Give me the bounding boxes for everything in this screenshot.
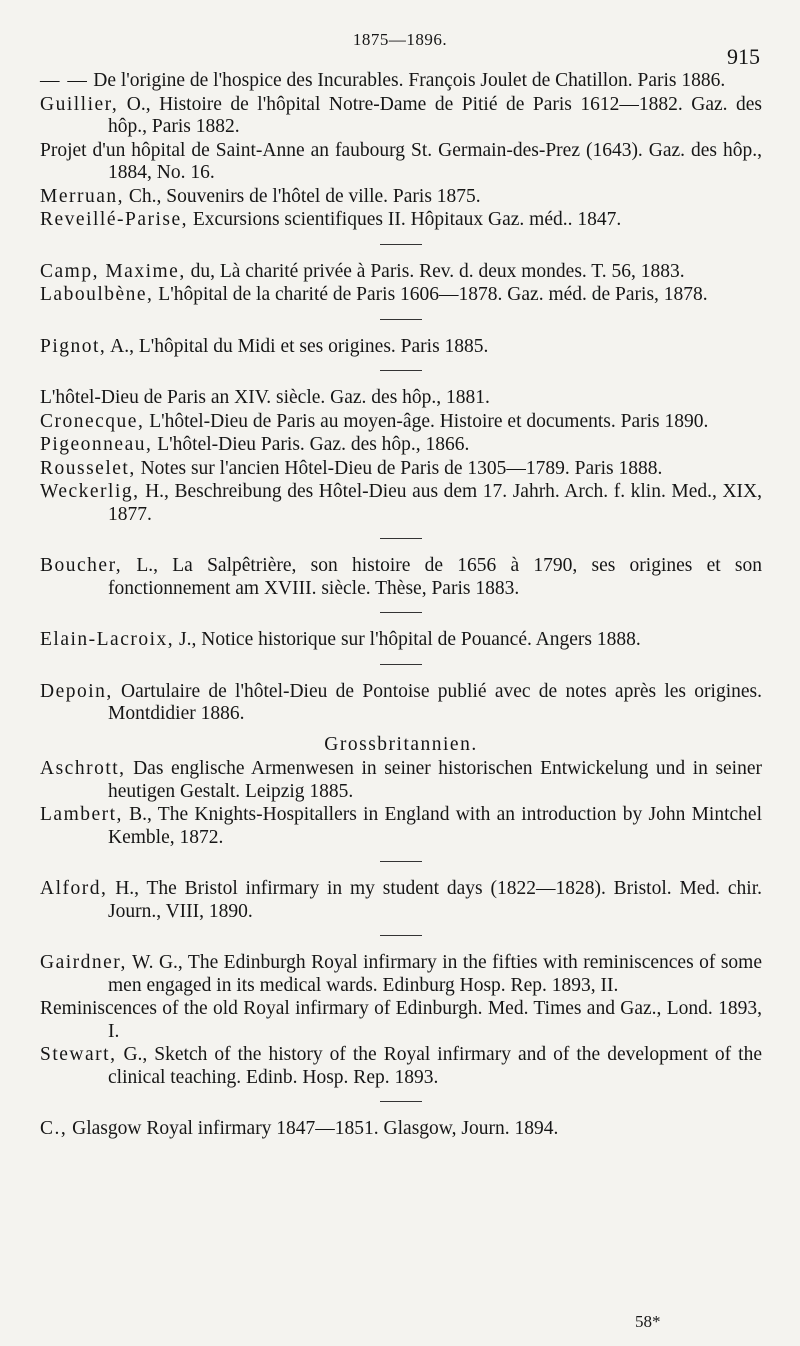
entry-author: Merruan, [40, 185, 125, 207]
bibliography-entry [40, 998, 762, 1043]
bibliography-entry [40, 284, 762, 307]
entry-text: Ch., Souvenirs de l'hôtel de ville. Paris 1875. [124, 185, 481, 207]
entry-author: Cronecque, [40, 410, 145, 432]
bibliography-entry [40, 261, 762, 284]
entry-author: Depoin, [40, 680, 113, 702]
entry-text: Das englische Armenwesen in seiner historischen Entwickelung und in seiner heutigen Gestalt. Leipzig 1885. [108, 758, 762, 802]
entry-author: Gairdner, [40, 952, 127, 973]
entry-text: O., Histoire de l'hôpital Notre-Dame de Pitié de Paris 1612—1882. Gaz. des hôp., Paris 1882. [108, 93, 762, 137]
running-title: 1875—1896. [352, 30, 448, 49]
entry-author: Pignot, [40, 335, 107, 357]
bibliography-entry [40, 94, 762, 139]
entry-text: Projet d'un hôpital de Saint-Anne an faubourg St. Germain-des-Prez (1643). Gaz. des hôp., 1884, No. 16. [40, 139, 762, 183]
entry-text: W. G., The Edinburgh Royal infirmary in the fifties with reminiscences of some men engaged in its medical wards. Edinburg Hosp. Rep. 1893, II. [108, 952, 762, 996]
bibliography-entry [40, 186, 762, 209]
entry-author: Elain-Lacroix, [40, 629, 175, 650]
page-number: 915 [727, 44, 760, 69]
entry-author: Rousselet, [40, 457, 136, 479]
bibliography-entry [40, 411, 762, 434]
entry-author: Alford, [40, 878, 108, 899]
entry-text: A., L'hôpital du Midi et ses origines. Paris 1885. [106, 335, 489, 357]
entry-text: Notes sur l'ancien Hôtel-Dieu de Paris de 1305—1789. Paris 1888. [135, 457, 663, 479]
bibliography-entry [40, 481, 762, 526]
bibliography-entry [40, 878, 762, 923]
group-separator [380, 244, 422, 245]
bibliography-entry [40, 681, 762, 726]
entry-author: Weckerlig, [40, 481, 140, 502]
entry-text: L., La Salpêtrière, son histoire de 1656 à 1790, ses origines et son fonctionnement am XVIII. siècle. Thèse, Paris 1883. [108, 555, 762, 599]
group-separator [380, 861, 422, 862]
entry-text: H., Beschreibung des Hôtel-Dieu aus dem 17. Jahrh. Arch. f. klin. Med., XIX, 1877. [108, 481, 762, 525]
entry-author: Pigeonneau, [40, 434, 153, 455]
bibliography-entry [40, 70, 762, 93]
group-separator [380, 370, 422, 371]
entry-text: L'hôtel-Dieu Paris. Gaz. des hôp., 1866. [152, 434, 470, 455]
entry-text: L'hôpital de la charité de Paris 1606—1878. Gaz. méd. de Paris, 1878. [153, 284, 708, 305]
bibliography-entry [40, 140, 762, 185]
bibliography-entry [40, 1044, 762, 1089]
entry-text: Glasgow Royal infirmary 1847—1851. Glasgow, Journ. 1894. [67, 1118, 559, 1139]
bibliography-entry [40, 387, 762, 410]
entry-text: Excursions scientifiques II. Hôpitaux Gaz. méd.. 1847. [188, 209, 622, 230]
entry-text: L'hôtel-Dieu de Paris an XIV. siècle. Gaz. des hôp., 1881. [40, 387, 490, 408]
entry-text: G., Sketch of the history of the Royal infirmary and of the development of the clinical teaching. Edinb. Hosp. Rep. 1893. [108, 1044, 762, 1088]
bibliography-entry [40, 952, 762, 997]
group-separator [380, 664, 422, 665]
entry-text: B., The Knights-Hospitallers in England with an introduction by John Mintchel Kemble, 1872. [108, 804, 762, 848]
entry-author: Lambert, [40, 804, 123, 825]
bibliography-entry [40, 1118, 762, 1141]
entry-text: Reminiscences of the old Royal infirmary of Edinburgh. Med. Times and Gaz., Lond. 1893, I. [40, 998, 762, 1042]
group-separator [380, 319, 422, 320]
bibliography-entry [40, 336, 762, 359]
entry-author: Aschrott, [40, 758, 126, 779]
group-separator [380, 1101, 422, 1102]
entry-author: Reveillé-Parise, [40, 209, 188, 230]
entry-text: H., The Bristol infirmary in my student days (1822—1828). Bristol. Med. chir. Journ., VIII, 1890. [107, 878, 762, 922]
group-separator [380, 935, 422, 936]
entry-text: du, Là charité privée à Paris. Rev. d. deux mondes. T. 56, 1883. [185, 260, 685, 282]
bibliography-entry [40, 804, 762, 849]
entry-author: Camp, Maxime, [40, 260, 186, 282]
bibliography-list [40, 70, 762, 1142]
entry-author: Stewart, [40, 1044, 117, 1065]
entry-author: Boucher, [40, 555, 123, 576]
bibliography-entry [40, 555, 762, 600]
entry-text: J., Notice historique sur l'hôpital de Pouancé. Angers 1888. [174, 629, 641, 650]
entry-author: C., [40, 1118, 68, 1139]
entry-author: — — [40, 70, 89, 91]
bibliography-entry [40, 629, 762, 652]
group-separator [380, 538, 422, 539]
entry-text: Oartulaire de l'hôtel-Dieu de Pontoise publié avec de notes après les origines. Montdidier 1886. [108, 680, 762, 724]
bibliography-entry [40, 758, 762, 803]
section-heading: Grossbritannien. [324, 733, 478, 755]
bibliography-entry [40, 209, 762, 232]
entry-author: Guillier, [40, 93, 119, 115]
bibliography-entry [40, 458, 762, 481]
entry-text: L'hôtel-Dieu de Paris au moyen-âge. Histoire et documents. Paris 1890. [144, 410, 709, 432]
bibliography-entry [40, 434, 762, 457]
signature-mark: 58* [635, 1312, 661, 1331]
entry-author: Laboulbène, [40, 284, 154, 305]
entry-text: De l'origine de l'hospice des Incurables. François Joulet de Chatillon. Paris 1886. [88, 70, 726, 91]
group-separator [380, 612, 422, 613]
